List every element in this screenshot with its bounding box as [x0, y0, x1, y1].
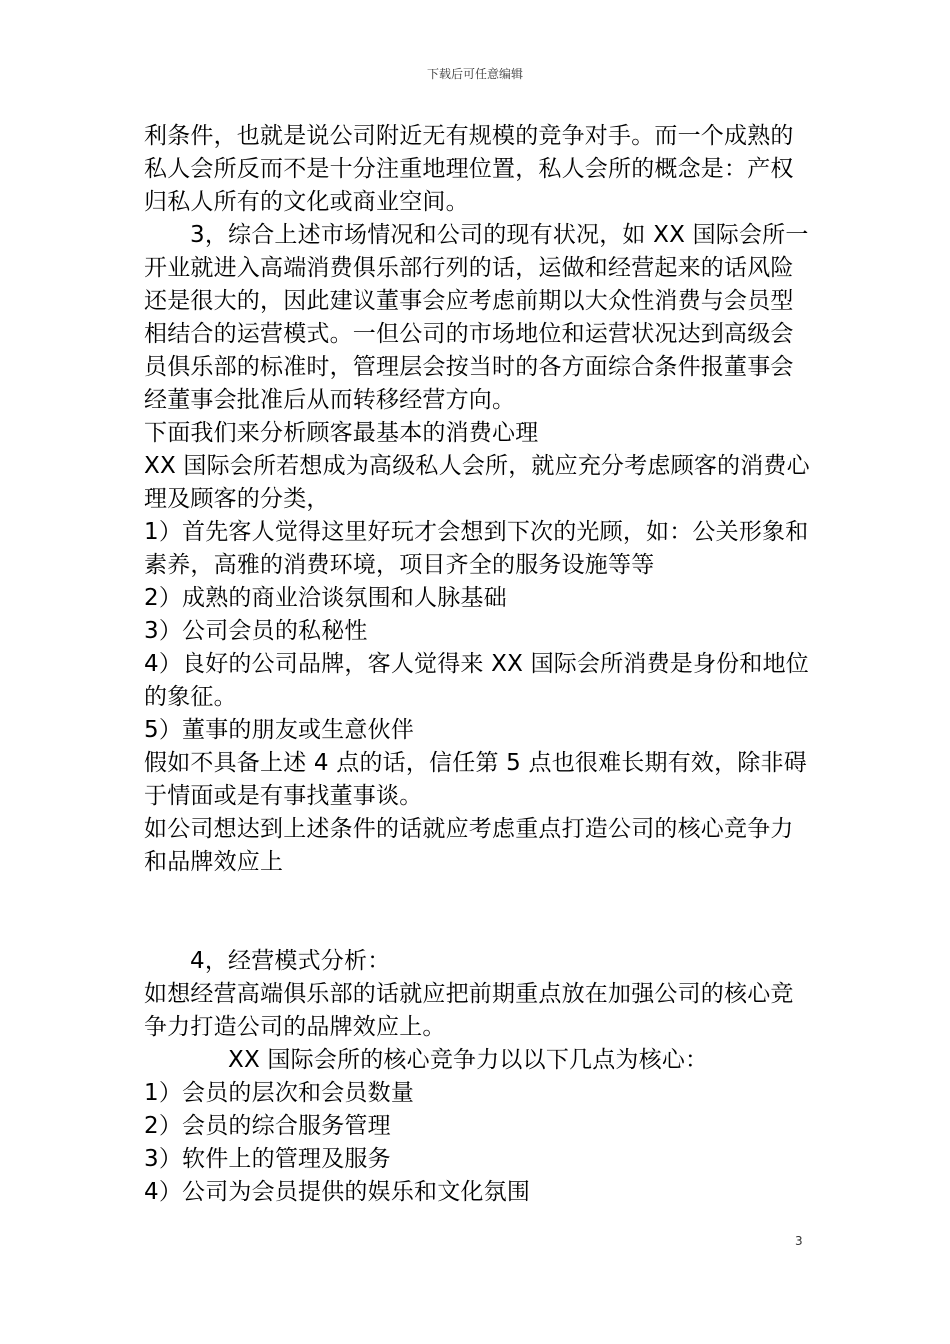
list-item-line: 4）良好的公司品牌，客人觉得来 XX 国际会所消费是身份和地位 [144, 651, 809, 677]
paragraph-line: 归私人所有的文化或商业空间。 [144, 189, 469, 215]
paragraph-line: 开业就进入高端消费俱乐部行列的话，运做和经营起来的话风险 [144, 255, 794, 281]
list-item-line: 5）董事的朋友或生意伙伴 [144, 717, 415, 743]
blank-space [144, 879, 809, 945]
list-item-line: 4）公司为会员提供的娱乐和文化氛围 [144, 1179, 531, 1205]
list-item-line: 1）首先客人觉得这里好玩才会想到下次的光顾，如：公关形象和 [144, 519, 809, 545]
paragraph-line: 员俱乐部的标准时，管理层会按当时的各方面综合条件报董事会 [144, 354, 794, 380]
list-item-line: 3）软件上的管理及服务 [144, 1146, 391, 1172]
paragraph-line: 理及顾客的分类， [144, 486, 330, 512]
document-body [144, 120, 809, 1209]
section-4-heading-line: 4，经营模式分析： [190, 948, 391, 974]
paragraph-line: XX 国际会所若想成为高级私人会所，就应充分考虑顾客的消费心 [144, 453, 810, 479]
paragraph-line: XX 国际会所的核心竞争力以以下几点为核心： [228, 1047, 709, 1073]
paragraph-line: 下面我们来分析顾客最基本的消费心理 [144, 420, 539, 446]
paragraph-line: 相结合的运营模式。一但公司的市场地位和运营状况达到高级会 [144, 321, 794, 347]
list-item-line: 3）公司会员的私秘性 [144, 618, 368, 644]
paragraph-line: 私人会所反而不是十分注重地理位置，私人会所的概念是：产权 [144, 156, 794, 182]
page-number: 3 [795, 1234, 803, 1248]
paragraph-line: 于情面或是有事找董事谈。 [144, 783, 423, 809]
section-3-heading-line: 3，综合上述市场情况和公司的现有状况，如 XX 国际会所一 [190, 222, 809, 248]
page-header: 下载后可任意编辑 [426, 67, 523, 81]
paragraph-line: 经董事会批准后从而转移经营方向。 [144, 387, 516, 413]
list-item-line: 1）会员的层次和会员数量 [144, 1080, 415, 1106]
paragraph-line: 假如不具备上述 4 点的话，信任第 5 点也很难长期有效，除非碍 [144, 750, 807, 776]
paragraph-line: 和品牌效应上 [144, 849, 284, 875]
list-item-line: 的象征。 [144, 684, 237, 710]
paragraph-line: 争力打造公司的品牌效应上。 [144, 1014, 446, 1040]
paragraph-line: 还是很大的，因此建议董事会应考虑前期以大众性消费与会员型 [144, 288, 794, 314]
list-item-line: 2）会员的综合服务管理 [144, 1113, 391, 1139]
paragraph-line: 如公司想达到上述条件的话就应考虑重点打造公司的核心竞争力 [144, 816, 794, 842]
list-item-line: 素养，高雅的消费环境，项目齐全的服务设施等等 [144, 552, 655, 578]
list-item-line: 2）成熟的商业洽谈氛围和人脉基础 [144, 585, 507, 611]
paragraph-line: 如想经营高端俱乐部的话就应把前期重点放在加强公司的核心竞 [144, 981, 794, 1007]
paragraph-line: 利条件，也就是说公司附近无有规模的竞争对手。而一个成熟的 [144, 123, 794, 149]
